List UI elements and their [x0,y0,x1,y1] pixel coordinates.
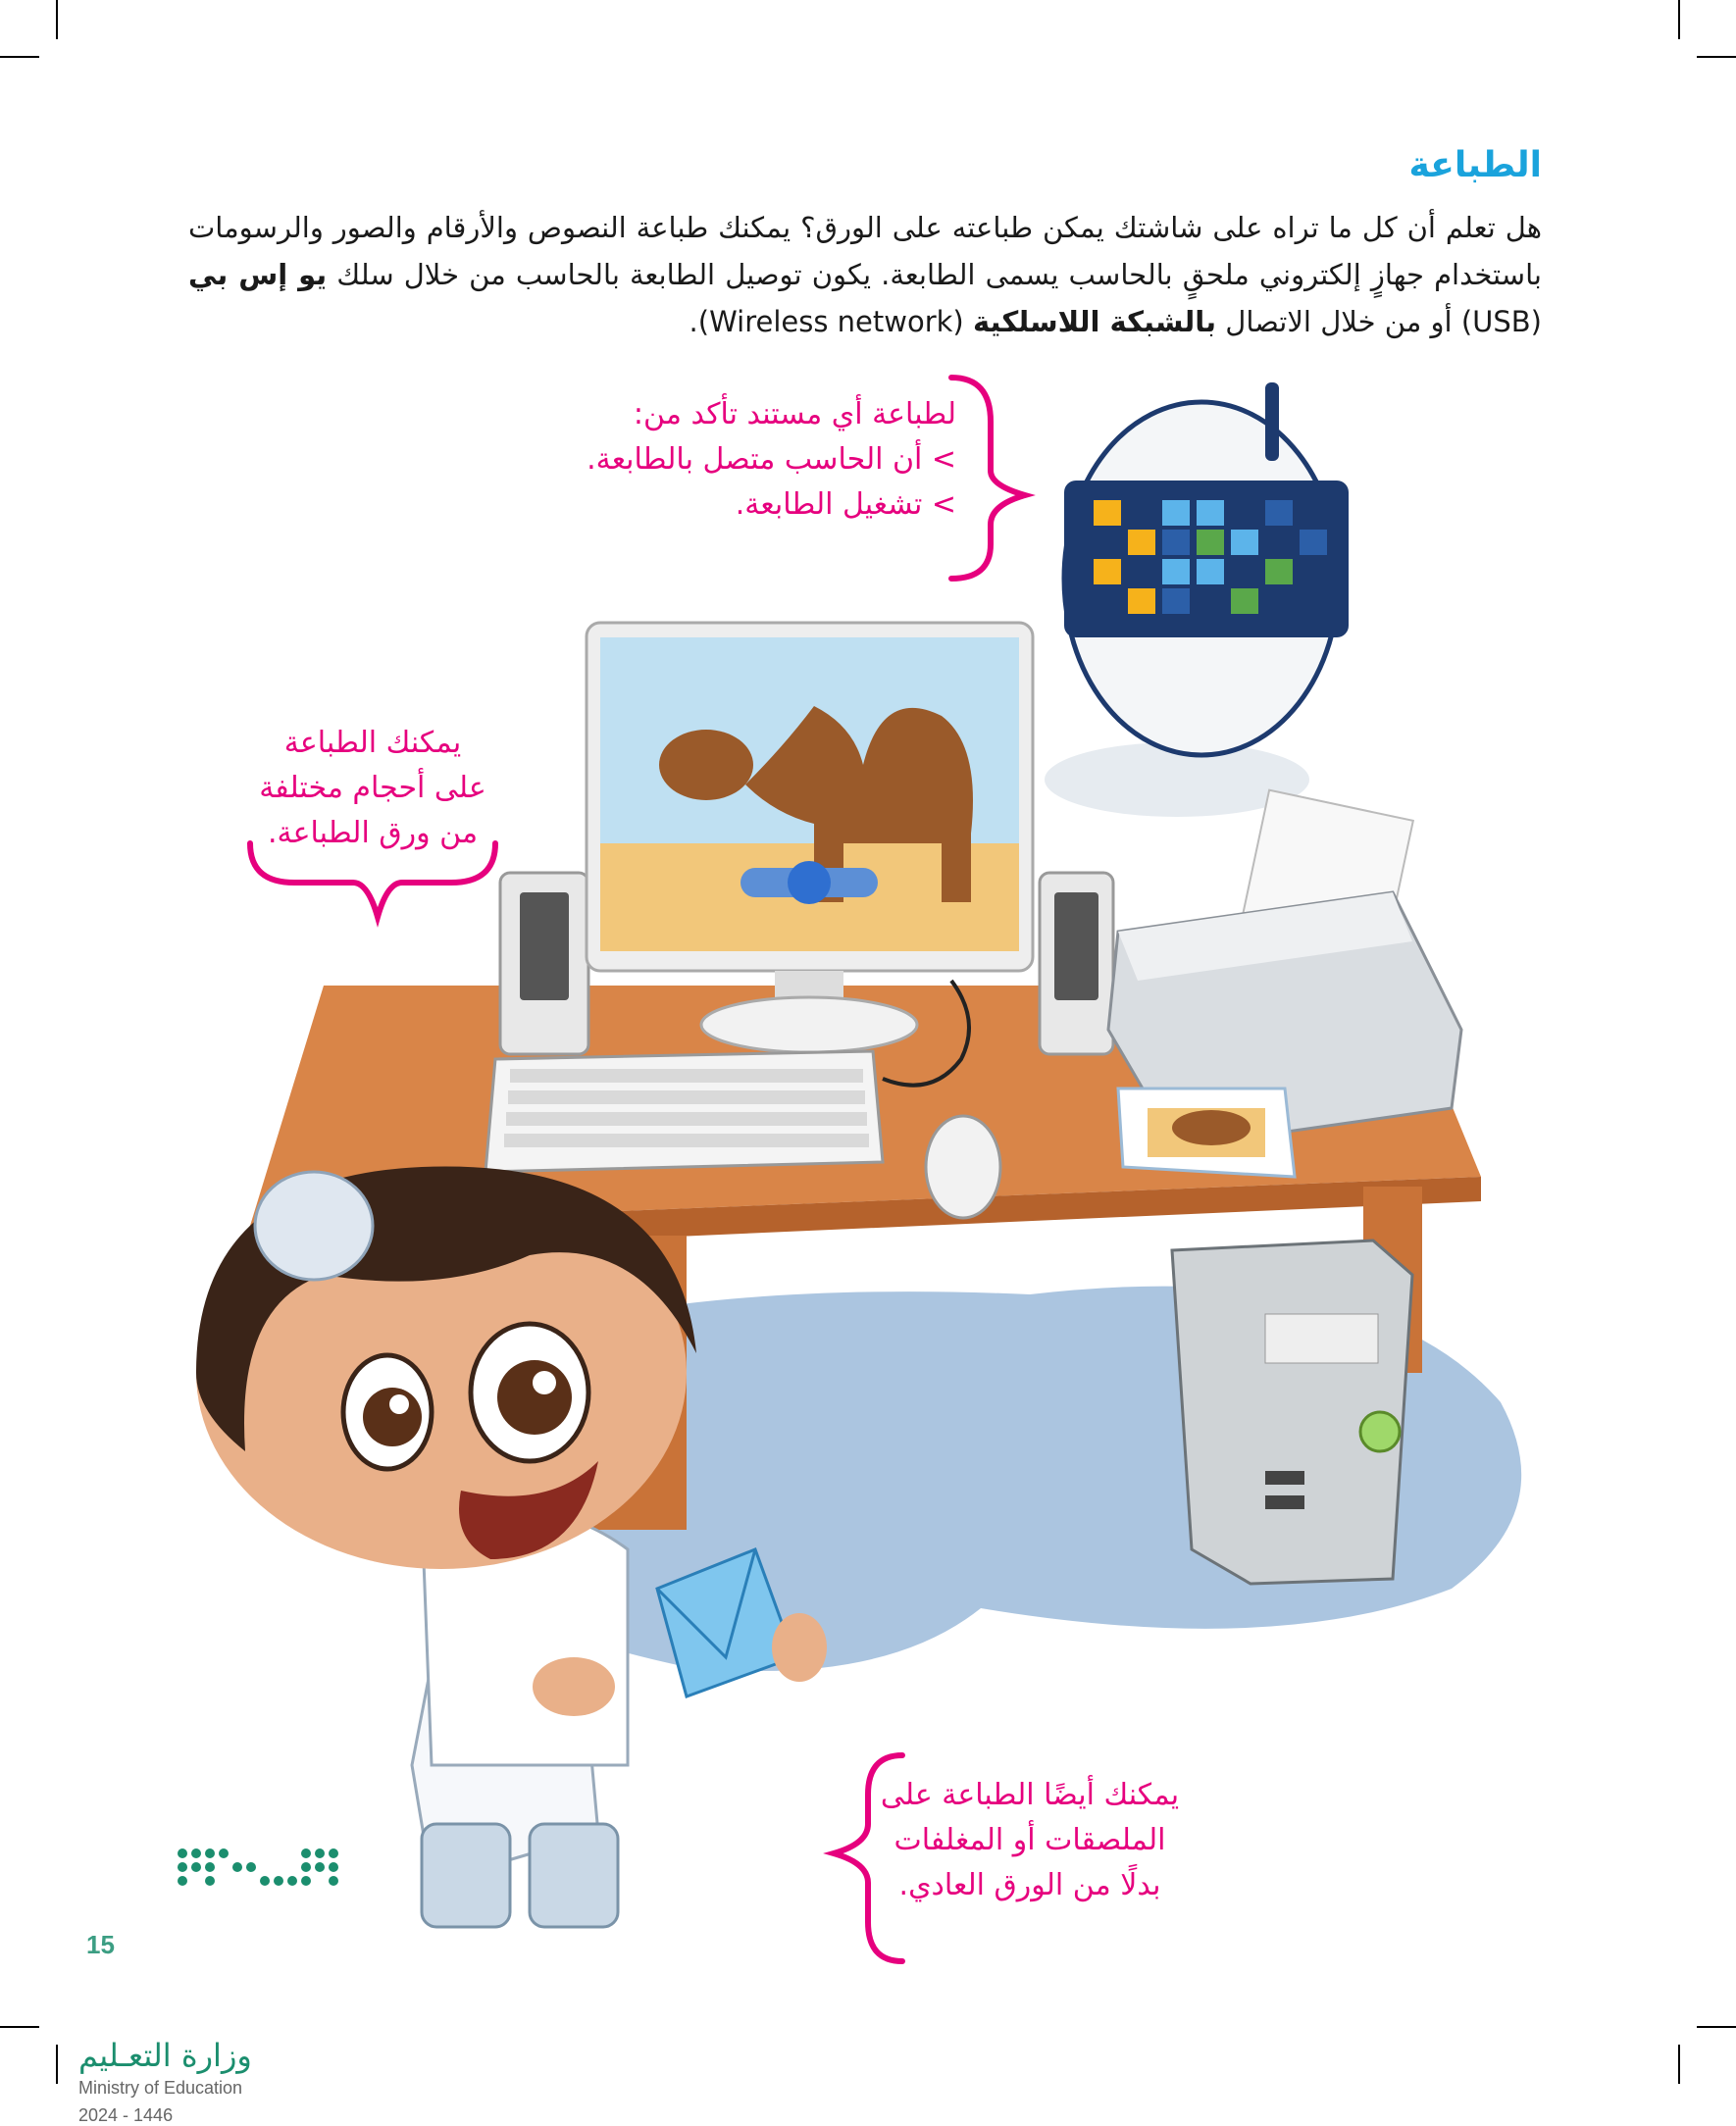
ministry-name-arabic: وزارة التعـليم [78,2037,252,2074]
note-line: لطباعة أي مستند تأكد من: [633,397,956,431]
note-line: > أن الحاسب متصل بالطابعة. [587,442,956,477]
note-line: > تشغيل الطابعة. [735,487,956,522]
note-line: من ورق الطباعة. [267,816,479,850]
ministry-name-english: Ministry of Education [78,2078,243,2098]
keyboard [485,1051,883,1172]
callout-bracket-top [951,378,1025,579]
usb-term: يو إس بي [188,258,328,291]
wireless-term: بالشبكة اللاسلكية [972,305,1217,338]
edition-year: 2024 - 1446 [78,2105,174,2125]
ministry-logo-mark [178,1848,338,1886]
intro-text: هل تعلم أن كل ما تراه على شاشتك يمكن طباعته على الورق؟ يمكنك طباعة النصوص والأرقام والصور والرسومات باستخدام جهازٍ إلكتروني ملحقٍ بالحاسب يسمى الطابعة. يكون توصيل الطابعة بالحاسب من خلال سلك [188,211,1542,291]
note-line: على أحجام مختلفة [259,771,486,805]
note-paper-sizes [245,721,500,856]
note-line: يمكنك أيضًا الطباعة على [880,1778,1180,1812]
intro-text: (USB) أو من خلال الاتصال [1216,305,1542,338]
page-number: 15 [86,1930,115,1959]
page-title: الطباعة [1408,145,1542,185]
intro-text: (Wireless network). [689,305,973,338]
pc-tower [1172,1240,1412,1584]
note-line: بدلًا من الورق العادي. [898,1868,1161,1902]
mouse [926,1116,1000,1218]
note-labels-envelopes [863,1773,1197,1908]
note-line: الملصقات أو المغلفات [894,1823,1166,1857]
note-printing-checklist [587,392,956,528]
note-line: يمكنك الطباعة [283,726,462,760]
wireless-hologram [1045,382,1349,817]
